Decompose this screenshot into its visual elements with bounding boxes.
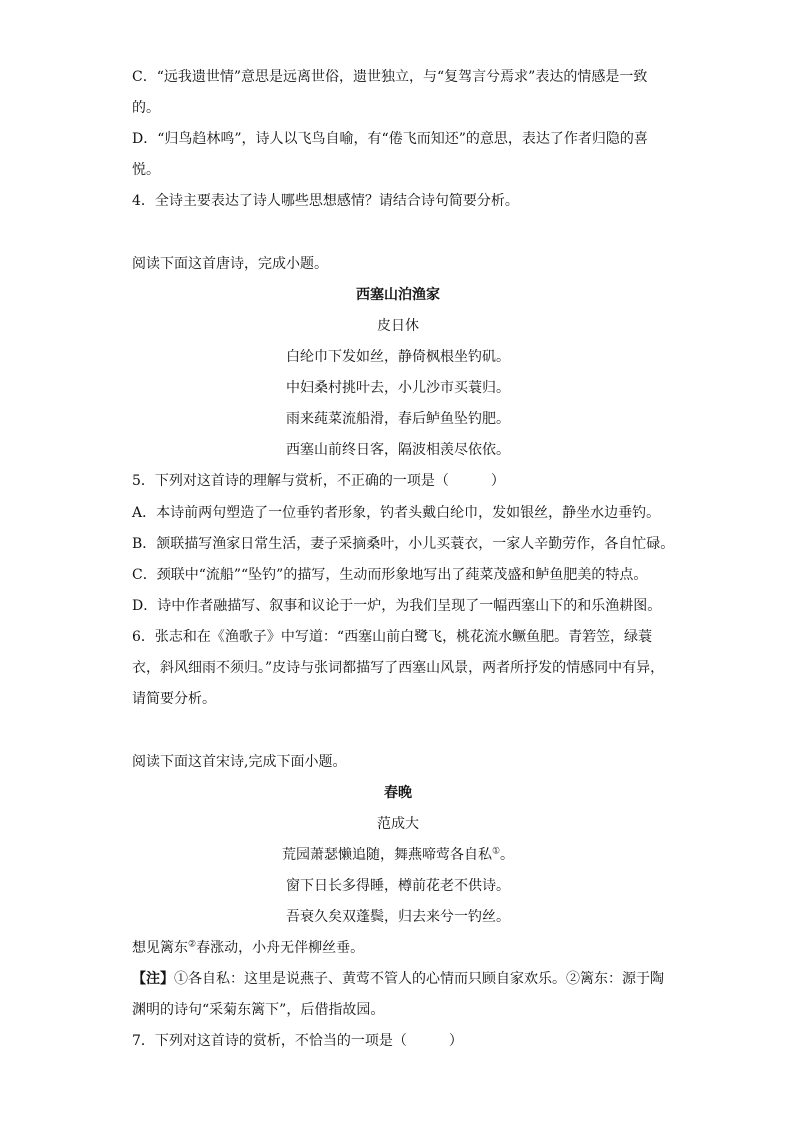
option-d-line2: 悦。	[132, 162, 160, 178]
poem2-line1-text: 荒园萧瑟懒追随，舞燕啼莺各自私	[281, 847, 492, 863]
note-tag: 【注】	[132, 971, 174, 987]
poem-title-2: 春晚	[384, 785, 412, 801]
question-5-option-b: B．颔联描写渔家日常生活，妻子采摘桑叶，小儿买蓑衣，一家人辛勤劳作，各自忙碌。	[132, 536, 675, 552]
poem2-line: 窗下日长多得睡，樽前花老不供诗。	[286, 878, 510, 894]
question-4: 4．全诗主要表达了诗人哪些思想感情？请结合诗句简要分析。	[132, 193, 519, 209]
option-c-line2: 的。	[132, 100, 160, 116]
poem1-line: 中妇桑村挑叶去，小儿沙市买蓑归。	[286, 380, 510, 396]
poem2-line1-end: 。	[500, 847, 515, 863]
note-line2: 渊明的诗句“采菊东篱下”，后借指故园。	[132, 1002, 385, 1018]
poem1-line: 雨来莼菜流船滑，春后鲈鱼坠钓肥。	[286, 411, 510, 427]
note-line1	[132, 964, 664, 995]
poem1-line: 西塞山前终日客，隔波相羡尽依依。	[286, 442, 510, 458]
poem2-line	[132, 840, 664, 871]
poem2-line: 吾衰久矣双蓬鬓，归去来兮一钓丝。	[286, 909, 510, 925]
poem-author-2: 范成大	[377, 816, 419, 832]
footnote-marker-1: ①	[491, 846, 501, 857]
poem2-line4-b: 春涨动，小舟无伴柳丝垂。	[196, 940, 365, 956]
question-6-line1: 6．张志和在《渔歌子》中写道：“西塞山前白鹭飞，桃花流水鳜鱼肥。青箬笠，绿蓑	[132, 629, 653, 645]
question-6-line3: 请简要分析。	[132, 691, 216, 707]
section-intro-tang: 阅读下面这首唐诗，完成小题。	[132, 256, 328, 272]
poem1-line: 白纶巾下发如丝，静倚枫根坐钓矶。	[286, 349, 510, 365]
poem2-line	[132, 933, 664, 964]
question-6-line2: 衣，斜风细雨不须归。”皮诗与张词都描写了西塞山风景，两者所抒发的情感同中有异，	[132, 660, 665, 676]
question-7: 7．下列对这首诗的赏析，不恰当的一项是（ ）	[132, 1033, 463, 1049]
poem2-line4-a: 想见篱东	[132, 940, 188, 956]
question-5: 5．下列对这首诗的理解与赏析，不正确的一项是（ ）	[132, 473, 505, 489]
section-intro-song: 阅读下面这首宋诗,完成下面小题。	[132, 754, 347, 770]
option-d-line1: D．“归鸟趋林鸣”，诗人以飞鸟自喻，有“倦飞而知还”的意思，表达了作者归隐的喜	[132, 131, 648, 147]
note-text-1: ①各自私：这里是说燕子、黄莺不管人的心情而只顾自家欢乐。②篱东：源于陶	[174, 971, 664, 987]
footnote-marker-2: ②	[188, 939, 197, 950]
option-c-line1: C．“远我遗世情”意思是远离世俗，遗世独立，与“复驾言兮焉求”表达的情感是一致	[132, 69, 648, 85]
poem-author-1: 皮日休	[377, 318, 419, 334]
question-5-option-a: A．本诗前两句塑造了一位垂钓者形象，钓者头戴白纶巾，发如银丝，静坐水边垂钓。	[132, 505, 661, 521]
poem-title-1: 西塞山泊渔家	[356, 287, 440, 303]
question-5-option-c: C．颈联中“流船”“坠钓”的描写，生动而形象地写出了莼菜茂盛和鲈鱼肥美的特点。	[132, 567, 648, 583]
question-5-option-d: D．诗中作者融描写、叙事和议论于一炉，为我们呈现了一幅西塞山下的和乐渔耕图。	[132, 598, 662, 614]
